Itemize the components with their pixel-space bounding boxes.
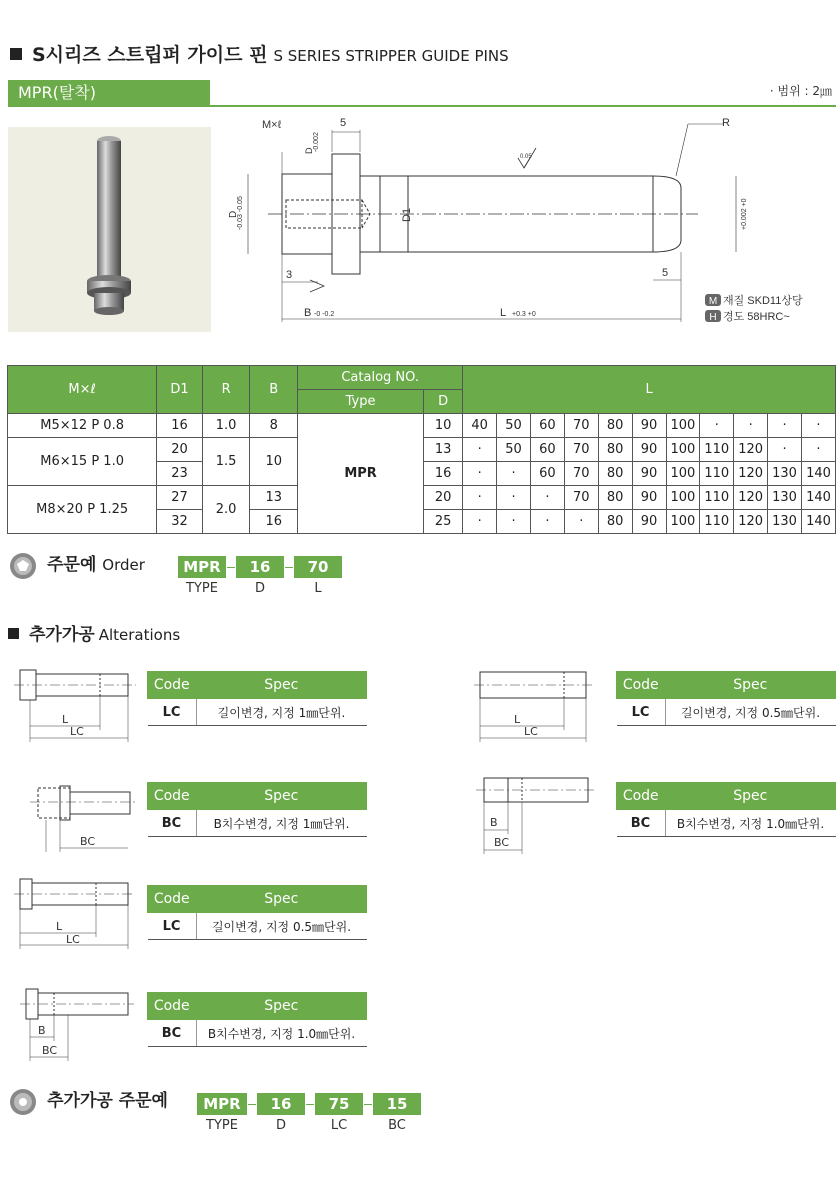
code-cell: LC — [148, 913, 197, 940]
cell-l: · — [768, 414, 802, 438]
catalog-table — [7, 365, 836, 534]
alt-order-caption-d: D — [275, 1118, 286, 1133]
range-note: · 범위 : 2㎛ — [769, 84, 832, 98]
cell-d: 13 — [424, 438, 463, 462]
cell-l: · — [463, 510, 497, 534]
cell-l: 110 — [700, 486, 734, 510]
header-l: L — [463, 366, 836, 414]
code-header: Code — [148, 672, 197, 699]
dim-label: LC — [524, 725, 538, 738]
cell-d1: 16 — [157, 414, 203, 438]
dim-label: LC — [66, 933, 80, 946]
cell-l: 140 — [802, 486, 836, 510]
cell-mxl: M8×20 P 1.25 — [8, 486, 157, 534]
cell-b: 10 — [250, 438, 298, 486]
table-row — [8, 414, 836, 438]
cell-d1: 32 — [157, 510, 203, 534]
alterations-title — [8, 620, 180, 645]
cell-l: 100 — [666, 414, 700, 438]
cell-l: · — [768, 438, 802, 462]
order-box-l: 70 — [294, 556, 342, 578]
cell-l: 50 — [497, 414, 531, 438]
cell-l: 40 — [463, 414, 497, 438]
cell-l: 140 — [802, 510, 836, 534]
cell-l: 60 — [531, 438, 565, 462]
alt-drawing-bc-2 — [470, 770, 600, 860]
code-header: Code — [617, 672, 666, 699]
order-box-type: MPR — [178, 556, 226, 578]
dim-label: B — [38, 1024, 46, 1037]
alt-drawing-lc-3 — [10, 873, 140, 953]
dim-label: L — [62, 713, 69, 726]
cell-l: 90 — [632, 462, 666, 486]
dash-divider — [364, 1104, 372, 1105]
dash-divider — [285, 567, 293, 568]
spec-cell: 길이변경, 지정 1㎜단위. — [196, 699, 367, 726]
cell-l: 90 — [632, 510, 666, 534]
cell-r: 2.0 — [202, 486, 250, 534]
order-caption-d: D — [254, 581, 265, 596]
alt-order-box-bc: 15 — [373, 1093, 421, 1115]
cell-l: · — [564, 510, 598, 534]
code-cell: LC — [617, 699, 666, 726]
code-cell: BC — [148, 810, 197, 837]
page-title — [10, 40, 509, 67]
square-bullet-icon — [8, 628, 19, 639]
order-label-ko: 주문예 — [47, 555, 97, 575]
cell-b: 16 — [250, 510, 298, 534]
cell-l: 90 — [632, 438, 666, 462]
cell-l: 80 — [598, 510, 632, 534]
spec-header: Spec — [196, 783, 367, 810]
cell-r: 1.0 — [202, 414, 250, 438]
spec-header: Spec — [196, 672, 367, 699]
cell-l: 70 — [564, 414, 598, 438]
guide-pin-image — [8, 127, 211, 332]
cell-l: 110 — [700, 438, 734, 462]
dash-divider — [306, 1104, 314, 1105]
code-header: Code — [148, 993, 197, 1020]
alt-order-box-lc: 75 — [315, 1093, 363, 1115]
code-header: Code — [148, 783, 197, 810]
spec-cell: 길이변경, 지정 0.5㎜단위. — [665, 699, 836, 726]
hardness-badge: H — [709, 312, 717, 323]
hardness-spec: 경도 58HRC~ — [723, 311, 790, 323]
dim-r: R — [722, 117, 730, 129]
cell-l: · — [734, 414, 768, 438]
header-r: R — [202, 366, 250, 414]
cell-b: 8 — [250, 414, 298, 438]
cell-l: · — [463, 438, 497, 462]
cell-l: · — [497, 486, 531, 510]
code-header: Code — [617, 783, 666, 810]
spec-header: Spec — [665, 672, 836, 699]
dim-five-top: 5 — [340, 117, 347, 129]
cell-l: 70 — [564, 486, 598, 510]
header-d: D — [424, 390, 463, 414]
dim-d-left-tol: -0.03 -0.05 — [237, 196, 244, 230]
dim-d1: D1 — [401, 207, 413, 222]
cell-l: 100 — [666, 486, 700, 510]
header-d1: D1 — [157, 366, 203, 414]
cell-l: 100 — [666, 462, 700, 486]
alt-order-section — [8, 1086, 168, 1117]
dim-label: L — [514, 713, 521, 726]
cell-l: · — [700, 414, 734, 438]
cell-l: · — [531, 486, 565, 510]
alt-drawing-lc-2 — [470, 660, 600, 745]
order-label-en: Order — [102, 556, 145, 574]
cell-l: 110 — [700, 510, 734, 534]
cell-d1: 27 — [157, 486, 203, 510]
cell-l: 100 — [666, 438, 700, 462]
material-badge: M — [708, 296, 718, 307]
cell-d1: 20 — [157, 438, 203, 462]
spec-cell: B치수변경, 지정 1㎜단위. — [196, 810, 367, 837]
cell-mxl: M6×15 P 1.0 — [8, 438, 157, 486]
cell-l: 50 — [497, 438, 531, 462]
cell-l: 120 — [734, 510, 768, 534]
dim-d-top-tol: -0.002 — [313, 132, 320, 152]
alt-order-label: 추가가공 주문예 — [47, 1091, 168, 1111]
cell-l: · — [497, 510, 531, 534]
dash-divider — [248, 1104, 256, 1105]
dim-label: BC — [42, 1044, 58, 1057]
cell-l: 120 — [734, 462, 768, 486]
alt-order-caption-lc: LC — [330, 1118, 348, 1133]
cell-l: · — [802, 414, 836, 438]
alterations-title-en: Alterations — [98, 626, 181, 644]
cell-type: MPR — [298, 414, 424, 534]
series-underline — [8, 105, 836, 107]
cell-l: 80 — [598, 462, 632, 486]
dim-b: B — [304, 307, 312, 319]
alt-drawing-bc-3 — [10, 983, 140, 1063]
header-catalog: Catalog NO. — [298, 366, 463, 390]
dim-l: L — [500, 307, 507, 319]
cell-l: · — [497, 462, 531, 486]
spec-cell: B치수변경, 지정 1.0㎜단위. — [665, 810, 836, 837]
cell-d: 20 — [424, 486, 463, 510]
title-ko: S시리즈 스트립퍼 가이드 핀 — [32, 44, 268, 66]
alt-order-box-type: MPR — [197, 1093, 247, 1115]
title-en: S SERIES STRIPPER GUIDE PINS — [273, 47, 509, 65]
cell-l: · — [463, 486, 497, 510]
dim-label: L — [56, 920, 63, 933]
dim-l-tol: +0.3 +0 — [512, 311, 536, 318]
gear-icon — [8, 551, 38, 581]
cell-l: 130 — [768, 510, 802, 534]
cell-l: 60 — [531, 414, 565, 438]
dim-label: BC — [80, 835, 96, 848]
alt-order-caption-bc: BC — [388, 1118, 406, 1133]
order-section — [8, 550, 145, 581]
dim-mxl: M×ℓ — [262, 119, 282, 131]
cell-d1: 23 — [157, 462, 203, 486]
cell-l: 90 — [632, 414, 666, 438]
cell-l: 120 — [734, 486, 768, 510]
cell-l: 80 — [598, 438, 632, 462]
spec-table-lc-3 — [147, 885, 367, 940]
material-spec: 재질 SKD11상당 — [723, 295, 803, 307]
cell-l: · — [531, 510, 565, 534]
cell-l: · — [802, 438, 836, 462]
dim-d-top: D — [304, 147, 314, 154]
alt-order-caption-type: TYPE — [206, 1118, 238, 1133]
code-cell: BC — [148, 1020, 197, 1047]
dim-label: B — [490, 816, 498, 829]
header-mxl: M×ℓ — [8, 366, 157, 414]
header-type: Type — [298, 390, 424, 414]
cell-mxl: M5×12 P 0.8 — [8, 414, 157, 438]
cell-l: 130 — [768, 486, 802, 510]
cell-d: 10 — [424, 414, 463, 438]
cell-l: 110 — [700, 462, 734, 486]
gear-icon — [8, 1087, 38, 1117]
spec-table-bc-1 — [147, 782, 367, 837]
spec-table-lc-1 — [147, 671, 367, 726]
cell-l: 90 — [632, 486, 666, 510]
dim-three: 3 — [286, 269, 293, 281]
cell-d: 25 — [424, 510, 463, 534]
spec-cell: B치수변경, 지정 1.0㎜단위. — [196, 1020, 367, 1047]
cell-r: 1.5 — [202, 438, 250, 486]
cell-l: 70 — [564, 462, 598, 486]
cell-d: 16 — [424, 462, 463, 486]
dim-b-tol: -0 -0.2 — [314, 311, 335, 318]
order-label — [47, 555, 145, 575]
spec-header: Spec — [196, 886, 367, 913]
code-cell: LC — [148, 699, 197, 726]
order-caption-type: TYPE — [186, 581, 218, 596]
cell-l: 80 — [598, 414, 632, 438]
roughness-label: 0.05 — [520, 154, 532, 160]
cell-l: · — [463, 462, 497, 486]
code-cell: BC — [617, 810, 666, 837]
order-caption-l: L — [314, 581, 322, 596]
dim-five-bottom: 5 — [662, 267, 669, 279]
dim-label: BC — [494, 836, 510, 849]
dash-divider — [227, 567, 235, 568]
cell-l: 130 — [768, 462, 802, 486]
order-box-d: 16 — [236, 556, 284, 578]
cell-l: 80 — [598, 486, 632, 510]
code-header: Code — [148, 886, 197, 913]
alt-drawing-bc-1 — [10, 780, 140, 855]
dim-d-left: D — [228, 210, 239, 218]
alt-drawing-lc-1 — [10, 660, 140, 745]
technical-drawing — [218, 112, 818, 342]
spec-table-bc-2 — [616, 782, 836, 837]
spec-header: Spec — [665, 783, 836, 810]
cell-b: 13 — [250, 486, 298, 510]
dim-label: LC — [70, 725, 84, 738]
product-photo — [8, 127, 211, 332]
cell-l: 120 — [734, 438, 768, 462]
square-bullet-icon — [10, 48, 22, 60]
spec-table-bc-3 — [147, 992, 367, 1047]
spec-header: Spec — [196, 993, 367, 1020]
dim-right-tol: +0.002 +0 — [741, 198, 748, 230]
alt-order-box-d: 16 — [257, 1093, 305, 1115]
alterations-title-ko: 추가가공 — [29, 625, 95, 645]
cell-l: 70 — [564, 438, 598, 462]
series-bar: MPR(탈착) — [8, 80, 210, 106]
cell-l: 100 — [666, 510, 700, 534]
header-b: B — [250, 366, 298, 414]
spec-cell: 길이변경, 지정 0.5㎜단위. — [196, 913, 367, 940]
spec-table-lc-2 — [616, 671, 836, 726]
cell-l: 140 — [802, 462, 836, 486]
cell-l: 60 — [531, 462, 565, 486]
